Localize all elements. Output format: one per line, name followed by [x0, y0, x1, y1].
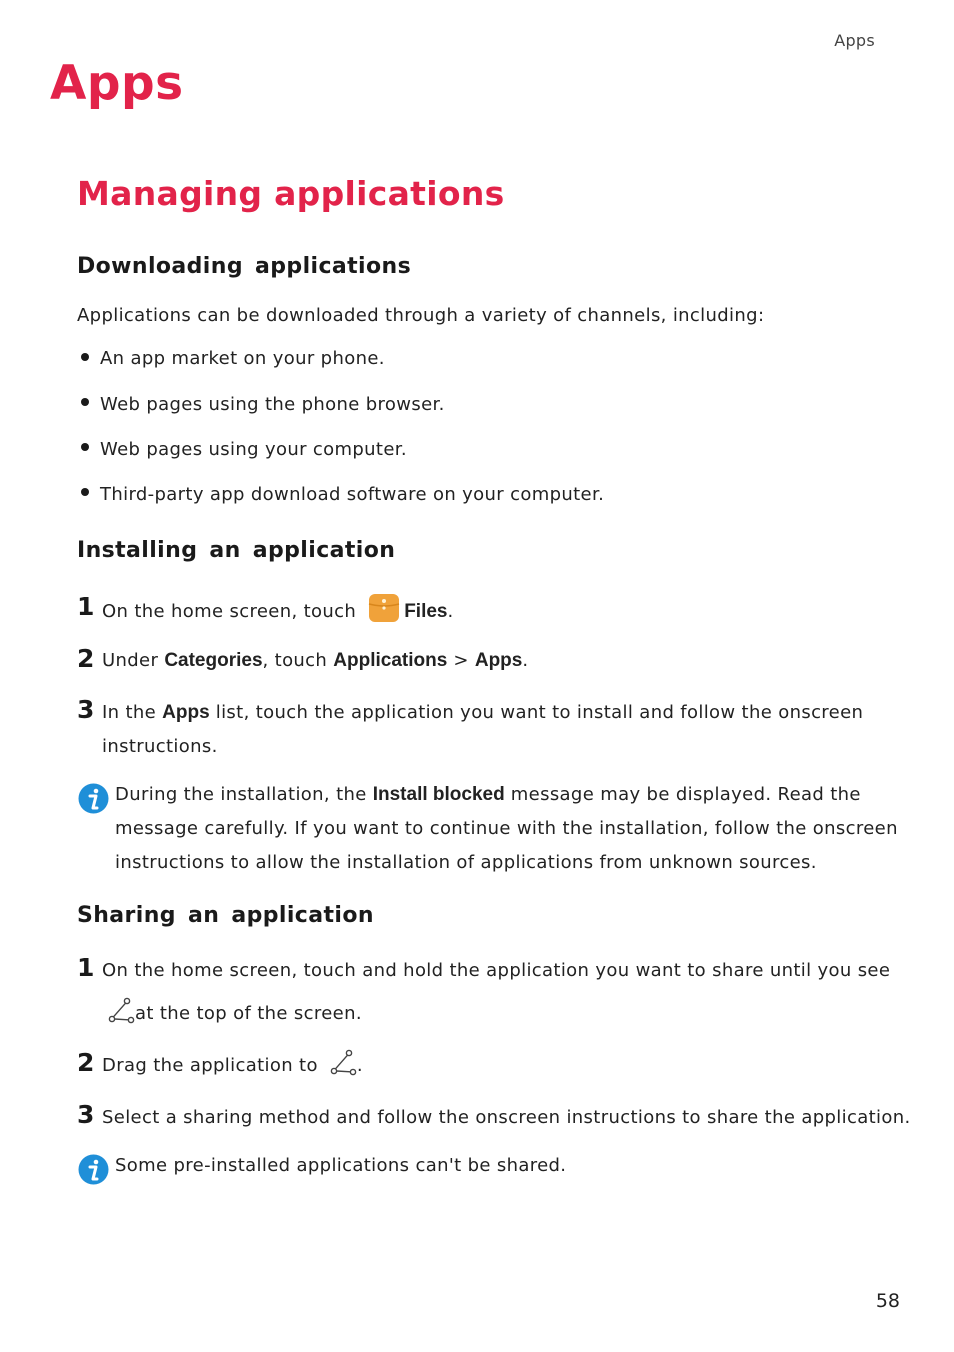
punctuation: . — [356, 1055, 363, 1076]
applications-label: Applications — [333, 650, 448, 671]
list-item: Third-party app download software on your computer. — [100, 484, 605, 505]
step-text: Under — [102, 650, 165, 671]
list-item: Web pages using your computer. — [100, 439, 407, 460]
install-note-line2: message carefully. If you want to continue with the installation, follow the onscreen — [115, 818, 898, 839]
punctuation: . — [522, 650, 529, 671]
share-step-3: Select a sharing method and follow the onscreen instructions to share the application. — [102, 1107, 911, 1128]
step-text: On the home screen, touch — [102, 601, 357, 622]
bullet-dot — [81, 353, 89, 361]
categories-label: Categories — [164, 650, 263, 671]
chapter-title: Apps — [50, 56, 184, 111]
step-number: 1 — [77, 592, 95, 621]
page-number: 58 — [875, 1290, 900, 1312]
step-text: In the — [102, 702, 163, 723]
step-number: 2 — [77, 1048, 95, 1077]
install-note-line1 — [115, 778, 861, 812]
note-text: message may be displayed. Read the — [504, 784, 861, 805]
share-step-1-line2 — [108, 997, 362, 1031]
punctuation: . — [447, 601, 454, 622]
downloading-intro: Applications can be downloaded through a variety of channels, including: — [77, 305, 765, 326]
running-header: Apps — [834, 31, 875, 50]
step-text: at the top of the screen. — [135, 1003, 362, 1024]
share-step-1: On the home screen, touch and hold the application you want to share until you see — [102, 960, 891, 981]
install-note-line3: instructions to allow the installation of applications from unknown sources. — [115, 852, 817, 873]
sharing-heading: Sharing an application — [77, 903, 374, 928]
bullet-dot — [81, 443, 89, 451]
installing-heading: Installing an application — [77, 538, 396, 563]
files-label: Files — [404, 601, 448, 622]
separator: > — [447, 650, 475, 671]
files-app-icon — [368, 593, 400, 623]
install-step-3 — [102, 696, 863, 730]
install-step-2 — [102, 644, 528, 678]
share-icon — [108, 997, 135, 1024]
share-step-2 — [102, 1049, 363, 1083]
list-item: An app market on your phone. — [100, 348, 385, 369]
list-item: Web pages using the phone browser. — [100, 394, 445, 415]
note-text: During the installation, the — [115, 784, 373, 805]
info-icon — [78, 783, 109, 814]
step-number: 3 — [77, 1100, 95, 1129]
install-blocked-label: Install blocked — [372, 784, 505, 805]
step-text: , touch — [262, 650, 334, 671]
step-text: Drag the application to — [102, 1055, 318, 1076]
step-number: 3 — [77, 695, 95, 724]
apps-label: Apps — [162, 702, 210, 723]
info-icon — [78, 1154, 109, 1185]
step-text: list, touch the application you want to install and follow the onscreen — [209, 702, 864, 723]
bullet-dot — [81, 398, 89, 406]
share-note: Some pre-installed applications can't be shared. — [115, 1155, 567, 1176]
install-step-1 — [102, 593, 454, 629]
downloading-heading: Downloading applications — [77, 254, 412, 279]
share-icon — [330, 1049, 357, 1076]
section-title: Managing applications — [77, 174, 505, 213]
install-step-3-line2: instructions. — [102, 736, 218, 757]
step-number: 1 — [77, 953, 95, 982]
step-number: 2 — [77, 644, 95, 673]
apps-label: Apps — [474, 650, 523, 671]
bullet-dot — [81, 488, 89, 496]
